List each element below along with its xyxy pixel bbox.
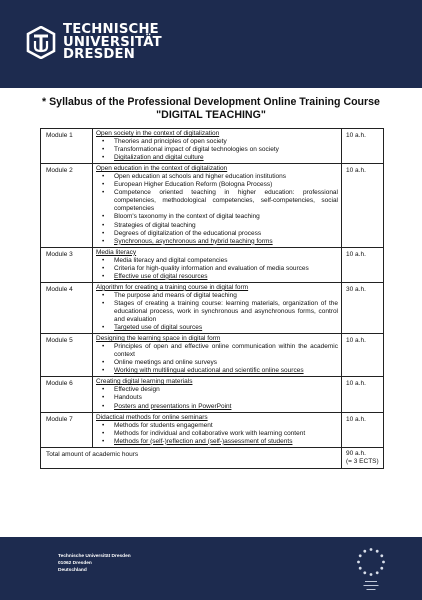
module-heading: Creating digital learning materials xyxy=(96,378,193,386)
total-label: Total amount of academic hours xyxy=(41,447,342,468)
module-label: Module 2 xyxy=(41,164,93,247)
module-topic-list xyxy=(96,422,338,446)
footer-address-line: Technische Universität Dresden xyxy=(58,554,131,559)
module-heading: Open society in the context of digitalization xyxy=(96,130,220,137)
module-topic: • Stages of creating a training course: learning materials, organization of the educational process, work in synchronous and asynchronous forms, control and evaluation xyxy=(114,300,338,324)
module-content xyxy=(93,412,342,447)
logo-line: DRESDEN xyxy=(63,47,135,63)
module-topic: • Synchronous, asynchronous and hybrid teaching forms xyxy=(114,238,338,246)
logo-line: TECHNISCHE xyxy=(63,22,159,37)
module-topic: • Principles of open and effective online communication within the academic context xyxy=(114,343,338,359)
module-topic: • Targeted use of digital sources xyxy=(114,324,338,332)
module-topic: • Methods for students engagement xyxy=(114,422,338,430)
module-label: Module 1 xyxy=(41,129,93,164)
syllabus-table xyxy=(40,128,384,469)
module-row xyxy=(41,129,384,164)
module-content xyxy=(93,334,342,377)
module-heading: Designing the learning space in digital form xyxy=(96,335,221,343)
module-hours: 10 a.h. xyxy=(342,129,384,164)
module-row xyxy=(41,164,384,247)
total-hours-value: 90 a.h. xyxy=(346,449,366,457)
module-topic: • Bloom's taxonomy in the context of digital teaching xyxy=(114,213,338,221)
module-row xyxy=(41,334,384,377)
module-row xyxy=(41,412,384,447)
footer-address-line: Deutschland xyxy=(58,568,87,573)
module-topic: • Theories and principles of open society xyxy=(114,138,338,146)
module-topic: • Media literacy and digital competencies xyxy=(114,257,338,265)
module-topic-list xyxy=(96,257,338,281)
module-topic: • The purpose and means of digital teaching xyxy=(114,292,338,300)
module-content xyxy=(93,377,342,412)
module-row xyxy=(41,282,384,333)
module-topic: • European Higher Education Reform (Bologna Process) xyxy=(114,181,338,189)
footer-banner xyxy=(0,537,422,600)
dresden-concept-seal-icon xyxy=(356,547,386,577)
tu-dresden-logo xyxy=(26,24,162,62)
module-content xyxy=(93,282,342,333)
header-banner xyxy=(0,0,422,88)
title-line-1: * Syllabus of the Professional Development Online Training Course xyxy=(42,96,380,108)
module-label: Module 3 xyxy=(41,247,93,282)
module-topic: • Open education at schools and higher education institutions xyxy=(114,173,338,181)
module-heading: Open education in the context of digitalization xyxy=(96,165,228,173)
module-hours: 10 a.h. xyxy=(342,247,384,282)
module-topic: • Competence oriented teaching in higher education: professional competencies, methodological competencies, self-competencies, social competencies xyxy=(114,189,338,213)
title-line-2: "DIGITAL TEACHING" xyxy=(156,109,266,121)
module-content xyxy=(93,247,342,282)
module-label: Module 7 xyxy=(41,412,93,447)
module-topic: • Effective use of digital resources xyxy=(114,273,338,281)
module-topic: • Methods for individual and collaborative work with learning content xyxy=(114,430,338,438)
footer-address xyxy=(58,553,131,574)
module-topic: • Online meetings and online surveys xyxy=(114,359,338,367)
seal-caption-graphic: ▬▬▬▬ ▬▬▬▬▬ ▬▬▬ xyxy=(363,579,379,591)
module-topic: • Transformational impact of digital technologies on society xyxy=(114,146,338,154)
module-hours: 10 a.h. xyxy=(342,412,384,447)
module-heading: Didactical methods for online seminars xyxy=(96,413,208,421)
module-topic: • Working with multilingual educational and scientific online sources xyxy=(114,367,338,375)
module-topic-list xyxy=(96,138,338,162)
module-topic: • Methods for (self-)reflection and (self-)assessment of students xyxy=(114,438,338,446)
module-label: Module 4 xyxy=(41,282,93,333)
module-row xyxy=(41,377,384,412)
module-hours: 10 a.h. xyxy=(342,164,384,247)
module-topic: • Strategies of digital teaching xyxy=(114,222,338,230)
module-hours: 10 a.h. xyxy=(342,377,384,412)
module-topic-list xyxy=(96,292,338,332)
total-ects-value: (= 3 ECTS) xyxy=(346,457,379,465)
module-content xyxy=(93,129,342,164)
module-topic: • Handouts xyxy=(114,394,338,402)
module-topic: • Criteria for high-quality information and evaluation of media sources xyxy=(114,265,338,273)
tu-dresden-emblem-icon xyxy=(26,26,56,59)
module-content xyxy=(93,164,342,247)
logo-wordmark xyxy=(63,24,162,62)
module-heading: Media literacy xyxy=(96,248,137,256)
module-topic: • Effective design xyxy=(114,386,338,394)
total-row xyxy=(41,447,384,468)
module-heading: Algorithm for creating a training course in digital form xyxy=(96,283,249,291)
module-row xyxy=(41,247,384,282)
document-title xyxy=(0,96,422,122)
module-topic-list xyxy=(96,386,338,410)
module-hours: 30 a.h. xyxy=(342,282,384,333)
module-topic-list xyxy=(96,343,338,375)
module-topic: • Posters and presentations in PowerPoint xyxy=(114,403,338,411)
module-topic: • Digitalization and digital culture xyxy=(114,154,338,162)
footer-address-line: 01062 Dresden xyxy=(58,561,92,566)
total-hours xyxy=(342,447,384,468)
module-label: Module 6 xyxy=(41,377,93,412)
module-topic-list xyxy=(96,173,338,245)
module-topic: • Degrees of digitalization of the educational process xyxy=(114,230,338,238)
logo-line: UNIVERSITÄT xyxy=(63,34,162,50)
module-label: Module 5 xyxy=(41,334,93,377)
module-hours: 10 a.h. xyxy=(342,334,384,377)
